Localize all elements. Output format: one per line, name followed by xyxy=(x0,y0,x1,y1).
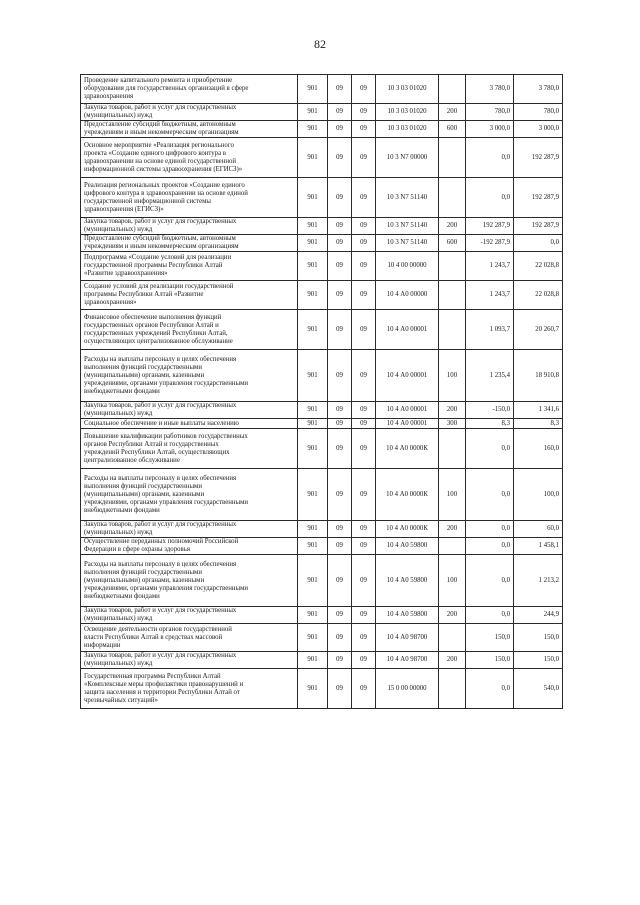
expense-name-line: здравоохранения» xyxy=(84,299,137,306)
expense-name-line: учреждениями, органами управления государственными xyxy=(84,584,249,592)
cell-amount-change: 0,0 xyxy=(466,178,514,218)
cell-grbs-code: 901 xyxy=(298,310,328,350)
cell-target-article: 10 3 N7 00000 xyxy=(376,138,439,178)
cell-amount-change: 1 235,4 xyxy=(466,350,514,402)
cell-amount-total: 192 287,9 xyxy=(514,218,563,235)
cell-expense-name xyxy=(81,178,298,218)
cell-subsection-code: 09 xyxy=(352,121,376,138)
table-row xyxy=(81,669,563,709)
cell-subsection-code: 09 xyxy=(352,402,376,419)
expense-name-line: «Развитие здравоохранения» xyxy=(84,270,168,277)
cell-grbs-code: 901 xyxy=(298,469,328,521)
cell-expense-type: 600 xyxy=(439,235,466,252)
table-row xyxy=(81,310,563,350)
cell-target-article: 10 4 00 00000 xyxy=(376,252,439,281)
expense-name-line: внебюджетными фондами xyxy=(84,592,160,600)
cell-section-code: 09 xyxy=(328,178,352,218)
cell-grbs-code: 901 xyxy=(298,252,328,281)
cell-grbs-code: 901 xyxy=(298,281,328,310)
expense-name-line: защита населения и территории Республики Алтай от xyxy=(84,688,240,696)
cell-expense-type xyxy=(439,75,466,104)
cell-expense-type: 100 xyxy=(439,350,466,402)
expense-name-line: (муниципальными) органами, казенными xyxy=(84,371,205,379)
cell-section-code: 09 xyxy=(328,607,352,624)
expense-name-line: (муниципальных) нужд xyxy=(84,615,153,622)
cell-subsection-code: 09 xyxy=(352,521,376,538)
cell-target-article: 10 3 03 01020 xyxy=(376,75,439,104)
expense-name-line: проекта «Создание единого цифрового контура в xyxy=(84,149,226,157)
cell-amount-change: -150,0 xyxy=(466,402,514,419)
cell-grbs-code: 901 xyxy=(298,607,328,624)
expense-name-line: Расходы на выплаты персоналу в целях обеспечения xyxy=(84,560,237,568)
cell-grbs-code: 901 xyxy=(298,402,328,419)
expense-name-line: (муниципальных) нужд xyxy=(84,112,153,119)
cell-expense-name xyxy=(81,669,298,709)
expense-name-line: здравоохранения xyxy=(84,93,134,100)
cell-subsection-code: 09 xyxy=(352,281,376,310)
table-row xyxy=(81,419,563,429)
cell-amount-total: 1 213,2 xyxy=(514,555,563,607)
cell-expense-type: 200 xyxy=(439,652,466,669)
cell-expense-name xyxy=(81,429,298,469)
cell-amount-change: 0,0 xyxy=(466,555,514,607)
cell-expense-type: 200 xyxy=(439,521,466,538)
cell-expense-type xyxy=(439,429,466,469)
cell-amount-total: 3 000,0 xyxy=(514,121,563,138)
cell-target-article: 10 3 N7 51140 xyxy=(376,178,439,218)
cell-subsection-code: 09 xyxy=(352,419,376,429)
expense-name-line: Создание условий для реализации государственной xyxy=(84,283,234,290)
cell-expense-type: 200 xyxy=(439,402,466,419)
cell-amount-total: 1 458,1 xyxy=(514,538,563,555)
cell-amount-total: 8,3 xyxy=(514,419,563,429)
cell-expense-name xyxy=(81,607,298,624)
cell-subsection-code: 09 xyxy=(352,429,376,469)
cell-target-article: 10 4 А0 0000К xyxy=(376,521,439,538)
cell-expense-name xyxy=(81,469,298,521)
cell-amount-change: 150,0 xyxy=(466,624,514,652)
expense-name-line: осуществляющих централизованное обслуживание xyxy=(84,337,233,345)
expense-name-line: (муниципальными) органами, казенными xyxy=(84,490,205,498)
expense-name-line: Закупка товаров, работ и услуг для государственных xyxy=(84,218,237,225)
cell-grbs-code: 901 xyxy=(298,75,328,104)
expense-name-line: цифрового контура в здравоохранении на основе единой xyxy=(84,189,248,197)
cell-expense-type: 100 xyxy=(439,469,466,521)
cell-grbs-code: 901 xyxy=(298,555,328,607)
cell-grbs-code: 901 xyxy=(298,521,328,538)
cell-expense-name xyxy=(81,104,298,121)
cell-amount-change: 0,0 xyxy=(466,607,514,624)
cell-expense-type: 100 xyxy=(439,555,466,607)
cell-subsection-code: 09 xyxy=(352,469,376,521)
cell-expense-type: 200 xyxy=(439,104,466,121)
expense-name-line: учреждениями, органами управления государственными xyxy=(84,498,249,506)
table-row xyxy=(81,469,563,521)
expense-name-line: централизованное обслуживание xyxy=(84,456,180,464)
table-row xyxy=(81,178,563,218)
table-body xyxy=(81,75,563,709)
cell-amount-change: 0,0 xyxy=(466,469,514,521)
cell-subsection-code: 09 xyxy=(352,652,376,669)
cell-subsection-code: 09 xyxy=(352,555,376,607)
expense-name-line: учреждениям и иным некоммерческим организациям xyxy=(84,129,239,136)
cell-target-article: 10 3 03 01020 xyxy=(376,121,439,138)
expense-name-line: (муниципальных) нужд xyxy=(84,226,153,233)
expense-name-line: учреждениям и иным некоммерческим организациям xyxy=(84,243,239,250)
cell-amount-total: 150,0 xyxy=(514,652,563,669)
expense-name-line: Осуществление переданных полномочий Российской xyxy=(84,538,239,545)
expense-name-line: Государственная программа Республики Алтай xyxy=(84,672,221,680)
cell-expense-type xyxy=(439,310,466,350)
cell-amount-change: 3 780,0 xyxy=(466,75,514,104)
cell-subsection-code: 09 xyxy=(352,624,376,652)
cell-expense-type: 200 xyxy=(439,607,466,624)
expense-name-line: информационной системы здравоохранения (ЕГИСЗ)» xyxy=(84,165,243,173)
cell-amount-total: 100,0 xyxy=(514,469,563,521)
expense-name-line: Расходы на выплаты персоналу в целях обеспечения xyxy=(84,355,237,363)
cell-expense-type: 600 xyxy=(439,121,466,138)
expense-name-line: Повышение квалификации работников государственных xyxy=(84,432,248,440)
cell-subsection-code: 09 xyxy=(352,252,376,281)
cell-grbs-code: 901 xyxy=(298,652,328,669)
table-row xyxy=(81,624,563,652)
cell-grbs-code: 901 xyxy=(298,104,328,121)
cell-expense-name xyxy=(81,419,298,429)
cell-subsection-code: 09 xyxy=(352,218,376,235)
cell-target-article: 10 4 А0 00000 xyxy=(376,281,439,310)
expense-name-line: программы Республики Алтай «Развитие xyxy=(84,291,204,298)
cell-amount-change: 0,0 xyxy=(466,521,514,538)
expense-name-line: чрезвычайных ситуаций» xyxy=(84,696,158,704)
cell-expense-type xyxy=(439,178,466,218)
cell-expense-name xyxy=(81,281,298,310)
cell-expense-name xyxy=(81,218,298,235)
cell-expense-name xyxy=(81,521,298,538)
cell-amount-total: 0,0 xyxy=(514,235,563,252)
table-row xyxy=(81,402,563,419)
cell-target-article: 10 4 А0 59800 xyxy=(376,607,439,624)
cell-target-article: 10 4 А0 00001 xyxy=(376,419,439,429)
cell-subsection-code: 09 xyxy=(352,538,376,555)
cell-target-article: 10 4 А0 00001 xyxy=(376,350,439,402)
cell-grbs-code: 901 xyxy=(298,218,328,235)
cell-target-article: 10 4 А0 59800 xyxy=(376,538,439,555)
cell-amount-change: 192 287,9 xyxy=(466,218,514,235)
cell-amount-total: 60,0 xyxy=(514,521,563,538)
cell-amount-change: 3 000,0 xyxy=(466,121,514,138)
cell-amount-change: 0,0 xyxy=(466,669,514,709)
expense-name-line: государственных органов Республики Алтай и xyxy=(84,321,219,329)
cell-amount-change: 8,3 xyxy=(466,419,514,429)
expense-name-line: государственных учреждений Республики Алтай, xyxy=(84,329,228,337)
table-row xyxy=(81,521,563,538)
cell-amount-total: 22 028,8 xyxy=(514,252,563,281)
cell-expense-name xyxy=(81,555,298,607)
table-row xyxy=(81,350,563,402)
cell-expense-type xyxy=(439,281,466,310)
expense-name-line: учреждений Республики Алтай, осуществляющих xyxy=(84,448,230,456)
cell-amount-change: 780,0 xyxy=(466,104,514,121)
expense-name-line: Федерации в сфере охраны здоровья xyxy=(84,546,190,553)
cell-expense-type: 300 xyxy=(439,419,466,429)
cell-target-article: 10 3 N7 51140 xyxy=(376,218,439,235)
cell-section-code: 09 xyxy=(328,652,352,669)
table-row xyxy=(81,218,563,235)
cell-section-code: 09 xyxy=(328,521,352,538)
cell-target-article: 10 4 А0 98700 xyxy=(376,652,439,669)
expense-name-line: внебюджетными фондами xyxy=(84,387,160,395)
cell-expense-type xyxy=(439,624,466,652)
table-row xyxy=(81,555,563,607)
expense-name-line: органов Республики Алтай и государственных xyxy=(84,440,219,448)
cell-grbs-code: 901 xyxy=(298,138,328,178)
expense-name-line: (муниципальных) нужд xyxy=(84,410,153,417)
expense-name-line: «Комплексные меры профилактики правонарушений и xyxy=(84,680,244,688)
cell-section-code: 09 xyxy=(328,350,352,402)
cell-amount-total: 192 287,9 xyxy=(514,138,563,178)
cell-grbs-code: 901 xyxy=(298,429,328,469)
table-row xyxy=(81,429,563,469)
cell-expense-name xyxy=(81,538,298,555)
expense-name-line: здравоохранения (ЕГИСЗ)» xyxy=(84,205,164,213)
cell-amount-change: 0,0 xyxy=(466,138,514,178)
cell-amount-total: 18 910,8 xyxy=(514,350,563,402)
cell-section-code: 09 xyxy=(328,555,352,607)
cell-expense-name xyxy=(81,402,298,419)
cell-amount-total: 1 341,6 xyxy=(514,402,563,419)
cell-expense-type xyxy=(439,669,466,709)
cell-target-article: 10 4 А0 00001 xyxy=(376,310,439,350)
cell-grbs-code: 901 xyxy=(298,235,328,252)
cell-expense-type xyxy=(439,252,466,281)
cell-target-article: 15 0 00 00000 xyxy=(376,669,439,709)
expense-name-line: Предоставление субсидий бюджетным, автономным xyxy=(84,121,236,128)
expense-name-line: Закупка товаров, работ и услуг для государственных xyxy=(84,104,237,111)
cell-grbs-code: 901 xyxy=(298,121,328,138)
table-row xyxy=(81,104,563,121)
table-row xyxy=(81,281,563,310)
cell-amount-change: 1 243,7 xyxy=(466,252,514,281)
cell-amount-total: 160,0 xyxy=(514,429,563,469)
cell-amount-total: 150,0 xyxy=(514,624,563,652)
cell-grbs-code: 901 xyxy=(298,538,328,555)
cell-amount-total: 780,0 xyxy=(514,104,563,121)
expense-name-line: оборудования для государственных организаций в сфере xyxy=(84,85,249,92)
cell-amount-change: -192 287,9 xyxy=(466,235,514,252)
cell-section-code: 09 xyxy=(328,138,352,178)
cell-subsection-code: 09 xyxy=(352,350,376,402)
expense-name-line: Финансовое обеспечение выполнения функций xyxy=(84,313,222,321)
cell-section-code: 09 xyxy=(328,281,352,310)
cell-grbs-code: 901 xyxy=(298,178,328,218)
cell-grbs-code: 901 xyxy=(298,624,328,652)
cell-subsection-code: 09 xyxy=(352,138,376,178)
cell-section-code: 09 xyxy=(328,104,352,121)
page-number: 82 xyxy=(314,37,326,51)
expense-name-line: Закупка товаров, работ и услуг для государственных xyxy=(84,607,237,614)
cell-grbs-code: 901 xyxy=(298,669,328,709)
cell-subsection-code: 09 xyxy=(352,310,376,350)
cell-expense-name xyxy=(81,138,298,178)
cell-section-code: 09 xyxy=(328,310,352,350)
expense-name-line: Освещение деятельности органов государственной xyxy=(84,625,232,633)
cell-grbs-code: 901 xyxy=(298,350,328,402)
cell-expense-type xyxy=(439,138,466,178)
cell-amount-change: 0,0 xyxy=(466,429,514,469)
cell-amount-total: 540,0 xyxy=(514,669,563,709)
cell-section-code: 09 xyxy=(328,252,352,281)
table-row xyxy=(81,75,563,104)
table-row xyxy=(81,252,563,281)
expense-name-line: власти Республики Алтай в средствах массовой xyxy=(84,633,223,641)
table-row xyxy=(81,138,563,178)
cell-expense-type: 200 xyxy=(439,218,466,235)
cell-section-code: 09 xyxy=(328,235,352,252)
cell-subsection-code: 09 xyxy=(352,607,376,624)
cell-section-code: 09 xyxy=(328,469,352,521)
cell-amount-total: 3 780,0 xyxy=(514,75,563,104)
table-row xyxy=(81,121,563,138)
cell-amount-change: 150,0 xyxy=(466,652,514,669)
cell-amount-change: 1 093,7 xyxy=(466,310,514,350)
cell-expense-name xyxy=(81,252,298,281)
expense-name-line: Закупка товаров, работ и услуг для государственных xyxy=(84,521,237,528)
expense-name-line: (муниципальными) органами, казенными xyxy=(84,576,205,584)
cell-amount-total: 22 028,8 xyxy=(514,281,563,310)
expense-name-line: (муниципальных) нужд xyxy=(84,660,153,667)
cell-section-code: 09 xyxy=(328,402,352,419)
cell-expense-name xyxy=(81,350,298,402)
expense-name-line: информации xyxy=(84,641,121,649)
cell-subsection-code: 09 xyxy=(352,104,376,121)
cell-amount-change: 1 243,7 xyxy=(466,281,514,310)
table-row xyxy=(81,607,563,624)
cell-section-code: 09 xyxy=(328,419,352,429)
cell-target-article: 10 4 А0 59800 xyxy=(376,555,439,607)
cell-amount-total: 244,9 xyxy=(514,607,563,624)
cell-section-code: 09 xyxy=(328,75,352,104)
cell-expense-name xyxy=(81,235,298,252)
cell-amount-total: 192 287,9 xyxy=(514,178,563,218)
budget-table xyxy=(80,74,563,709)
expense-name-line: Реализация региональных проектов «Создание единого xyxy=(84,181,245,189)
expense-name-line: государственной информационной системы xyxy=(84,197,211,205)
cell-section-code: 09 xyxy=(328,429,352,469)
cell-section-code: 09 xyxy=(328,218,352,235)
cell-target-article: 10 4 А0 98700 xyxy=(376,624,439,652)
cell-amount-total: 20 260,7 xyxy=(514,310,563,350)
cell-expense-name xyxy=(81,75,298,104)
expense-name-line: выполнения функций государственными xyxy=(84,482,202,490)
table-row xyxy=(81,538,563,555)
expense-name-line: Подпрограмма «Создание условий для реализации xyxy=(84,254,232,261)
cell-target-article: 10 4 А0 0000К xyxy=(376,429,439,469)
cell-target-article: 10 3 03 01020 xyxy=(376,104,439,121)
expense-name-line: Проведение капитального ремонта и приобретение xyxy=(84,77,233,84)
expense-name-line: Закупка товаров, работ и услуг для государственных xyxy=(84,652,237,659)
expense-name-line: Основное мероприятие «Реализация регионального xyxy=(84,141,234,149)
expense-name-line: Закупка товаров, работ и услуг для государственных xyxy=(84,402,237,409)
cell-expense-name xyxy=(81,310,298,350)
expense-name-line: здравоохранении на основе единой государственной xyxy=(84,157,237,165)
expense-name-line: учреждениями, органами управления государственными xyxy=(84,379,249,387)
cell-section-code: 09 xyxy=(328,121,352,138)
cell-subsection-code: 09 xyxy=(352,75,376,104)
cell-section-code: 09 xyxy=(328,538,352,555)
table-row xyxy=(81,652,563,669)
cell-section-code: 09 xyxy=(328,624,352,652)
cell-expense-type xyxy=(439,538,466,555)
cell-expense-name xyxy=(81,652,298,669)
cell-expense-name xyxy=(81,624,298,652)
cell-target-article: 10 4 А0 00001 xyxy=(376,402,439,419)
cell-grbs-code: 901 xyxy=(298,419,328,429)
expense-name-line: Расходы на выплаты персоналу в целях обеспечения xyxy=(84,474,237,482)
expense-name-line: выполнения функций государственными xyxy=(84,363,202,371)
expense-name-line: Предоставление субсидий бюджетным, автономным xyxy=(84,235,236,242)
expense-name-line: Социальное обеспечение и иные выплаты населению xyxy=(84,419,239,427)
cell-section-code: 09 xyxy=(328,669,352,709)
expense-name-line: (муниципальных) нужд xyxy=(84,529,153,536)
cell-target-article: 10 3 N7 51140 xyxy=(376,235,439,252)
table-row xyxy=(81,235,563,252)
expense-name-line: выполнения функций государственными xyxy=(84,568,202,576)
cell-subsection-code: 09 xyxy=(352,235,376,252)
expense-name-line: государственной программы Республики Алтай xyxy=(84,262,223,269)
cell-subsection-code: 09 xyxy=(352,669,376,709)
cell-amount-change: 0,0 xyxy=(466,538,514,555)
cell-subsection-code: 09 xyxy=(352,178,376,218)
expense-name-line: внебюджетными фондами xyxy=(84,506,160,514)
cell-expense-name xyxy=(81,121,298,138)
cell-target-article: 10 4 А0 0000К xyxy=(376,469,439,521)
